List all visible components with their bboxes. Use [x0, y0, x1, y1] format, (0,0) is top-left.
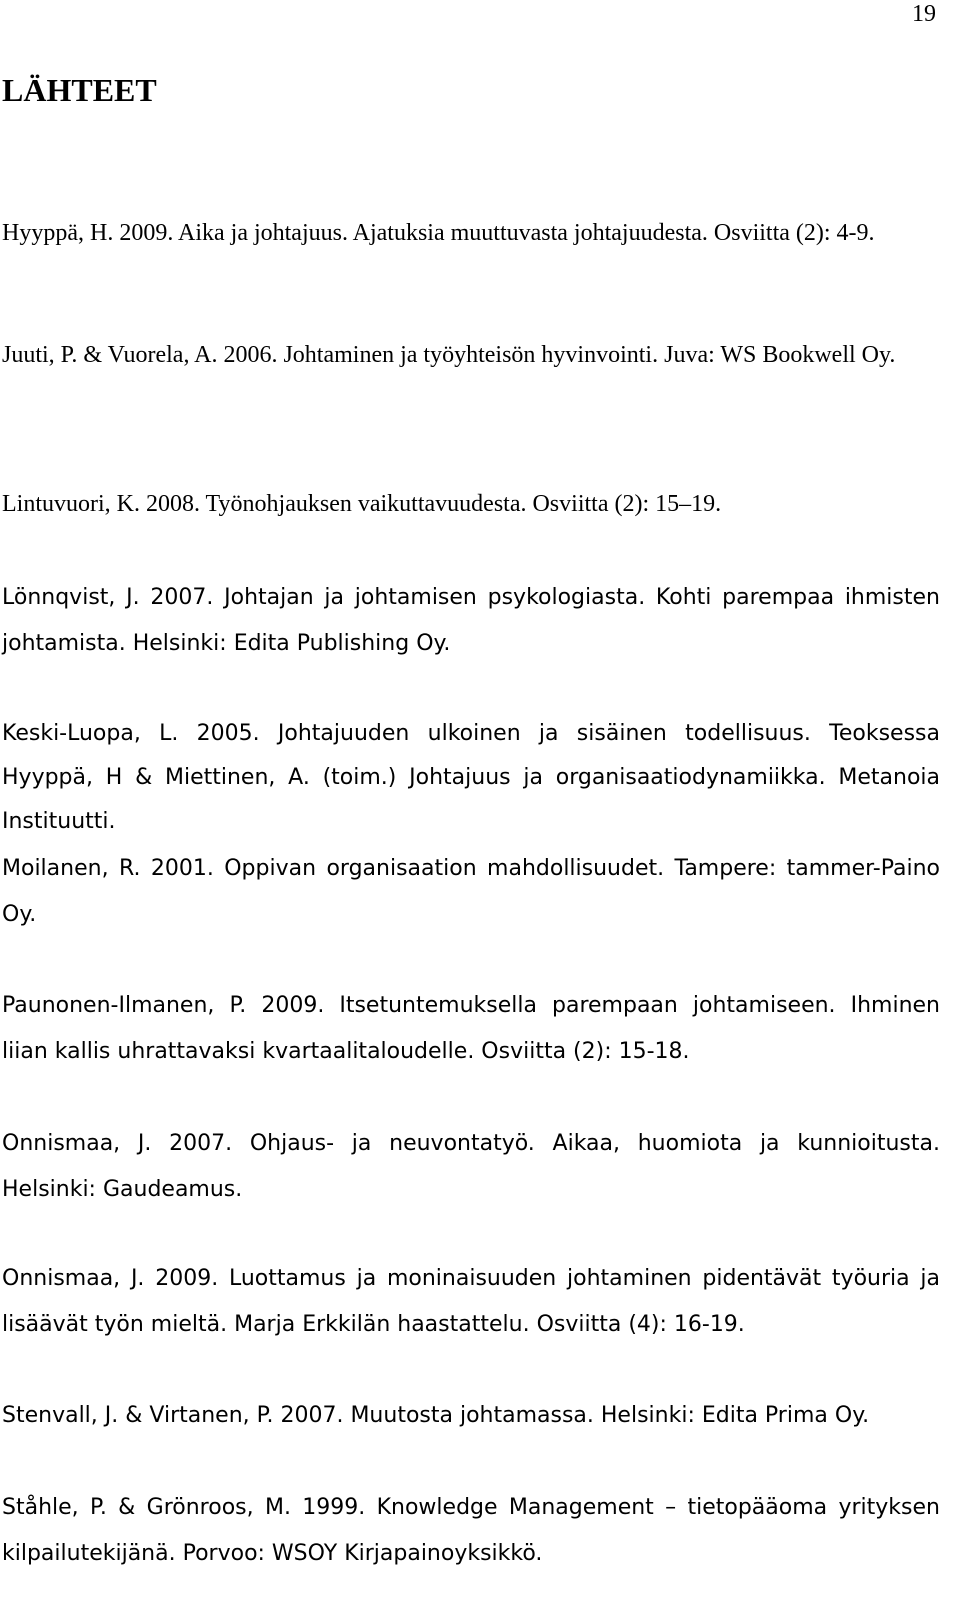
reference-item: Lönnqvist, J. 2007. Johtajan ja johtamisen psykologiasta. Kohti parempaa ihmisten johtamista. Helsinki: Edita Publishing Oy. — [2, 585, 940, 656]
reference-item: Onnismaa, J. 2007. Ohjaus- ja neuvontatyö. Aikaa, huomiota ja kunnioitusta. Helsinki: Gaudeamus. — [2, 1131, 940, 1202]
page-number: 19 — [912, 1, 936, 27]
reference-item: Lintuvuori, K. 2008. Työnohjauksen vaikuttavuudesta. Osviitta (2): 15–19. — [2, 491, 722, 517]
reference-item: Juuti, P. & Vuorela, A. 2006. Johtaminen ja työyhteisön hyvinvointi. Juva: WS Bookwell Oy. — [2, 342, 896, 368]
reference-item: Keski-Luopa, L. 2005. Johtajuuden ulkoinen ja sisäinen todellisuus. Teoksessa Hyyppä, H & Miettinen, A. (toim.) Johtajuus ja organisaatiodynamiikka. Metanoia Instituutti. — [2, 721, 940, 834]
reference-item: Hyyppä, H. 2009. Aika ja johtajuus. Ajatuksia muuttuvasta johtajuudesta. Osviitta (2): 4-9. — [2, 220, 875, 246]
page-title: LÄHTEET — [2, 72, 157, 108]
reference-item: Ståhle, P. & Grönroos, M. 1999. Knowledge Management – tietopääoma yrityksen kilpailutekijänä. Porvoo: WSOY Kirjapainoyksikkö. — [2, 1495, 940, 1566]
reference-item: Stenvall, J. & Virtanen, P. 2007. Muutosta johtamassa. Helsinki: Edita Prima Oy. — [2, 1403, 870, 1428]
reference-item: Moilanen, R. 2001. Oppivan organisaation mahdollisuudet. Tampere: tammer-Paino Oy. — [2, 856, 940, 927]
reference-item: Onnismaa, J. 2009. Luottamus ja moninaisuuden johtaminen pidentävät työuria ja lisäävät työn mieltä. Marja Erkkilän haastattelu. Osviitta (4): 16-19. — [2, 1266, 940, 1337]
reference-item: Paunonen-Ilmanen, P. 2009. Itsetuntemuksella parempaan johtamiseen. Ihminen liian kallis uhrattavaksi kvartaalitaloudelle. Osviitta (2): 15-18. — [2, 993, 940, 1064]
